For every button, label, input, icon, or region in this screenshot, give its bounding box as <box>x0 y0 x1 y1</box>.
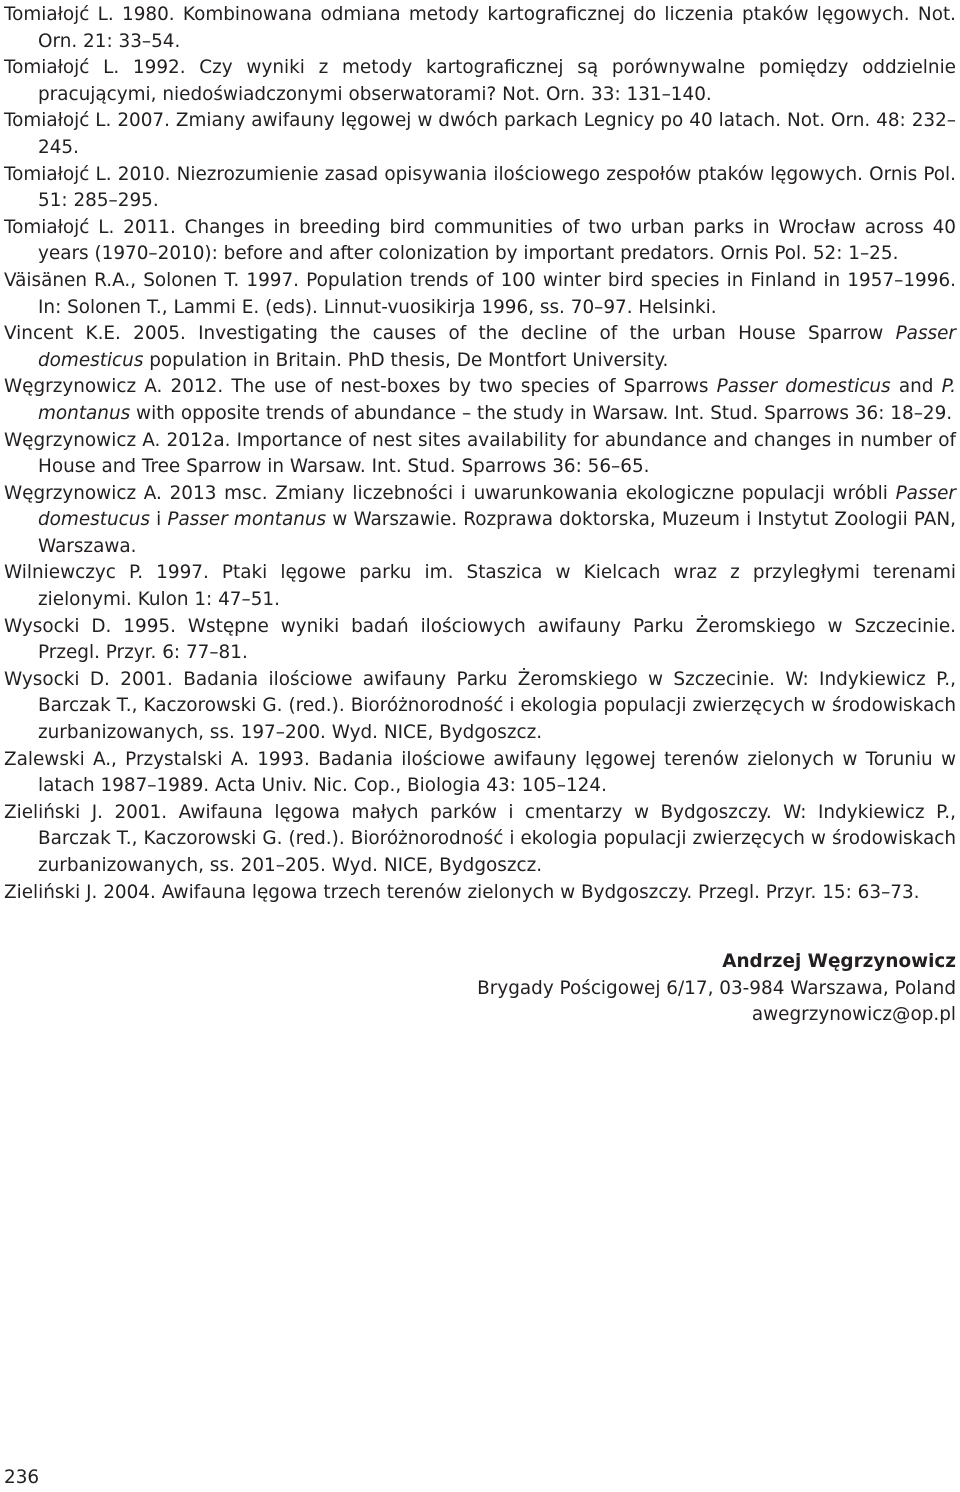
reference-entry <box>4 880 956 907</box>
reference-entry <box>4 268 956 321</box>
reference-text: Wilniewczyc P. 1997. Ptaki lęgowe parku im. Staszica w Kielcach wraz z przyległymi terenami zielonymi. Kulon 1: 47–51. <box>4 562 956 611</box>
reference-entry <box>4 481 956 561</box>
reference-entry <box>4 560 956 613</box>
reference-text: Wysocki D. 1995. Wstępne wyniki badań ilościowych awifauny Parku Żeromskiego w Szczecinie. Przegl. Przyr. 6: 77–81. <box>4 615 956 664</box>
reference-text: Zieliński J. 2004. Awifauna lęgowa trzech terenów zielonych w Bydgoszczy. Przegl. Przyr. 15: 63–73. <box>4 881 920 903</box>
reference-text: Wysocki D. 2001. Badania ilościowe awifauny Parku Żeromskiego w Szczecinie. W: Indykiewicz P., Barczak T., Kaczorowski G. (red.). Bioróżnorodność i ekologia populacji zwierzęcych w środowiskach zurbanizowanych, ss. 197–200. Wyd. NICE, Bydgoszcz. <box>4 668 956 744</box>
reference-list <box>4 2 956 906</box>
reference-entry <box>4 374 956 427</box>
author-block <box>477 949 956 1029</box>
reference-entry <box>4 215 956 268</box>
reference-text: Węgrzynowicz A. 2013 msc. Zmiany liczebności i uwarunkowania ekologiczne populacji wróbli <box>4 482 896 504</box>
reference-entry <box>4 614 956 667</box>
reference-entry <box>4 428 956 481</box>
reference-text: with opposite trends of abundance – the study in Warsaw. Int. Stud. Sparrows 36: 18–29. <box>130 402 953 424</box>
reference-entry <box>4 667 956 747</box>
reference-entry <box>4 2 956 55</box>
species-name: Passer domesticus <box>38 323 956 371</box>
reference-text: Väisänen R.A., Solonen T. 1997. Population trends of 100 winter bird species in Finland in 1957–1996. In: Solonen T., Lammi E. (eds). Linnut-vuosikirja 1996, ss. 70–97. Helsinki. <box>4 269 956 318</box>
reference-text: Tomiałojć L. 1992. Czy wyniki z metody kartograficznej są porównywalne pomiędzy oddzielnie pracującymi, niedoświadczonymi obserwatorami? Not. Orn. 33: 131–140. <box>4 57 956 105</box>
reference-entry <box>4 162 956 215</box>
species-name: P. montanus <box>38 376 956 424</box>
reference-entry <box>4 747 956 800</box>
reference-text: Zalewski A., Przystalski A. 1993. Badania ilościowe awifauny lęgowej terenów zielonych w Toruniu w latach 1987–1989. Acta Univ. Nic. Cop., Biologia 43: 105–124. <box>4 748 956 797</box>
reference-text: Tomiałojć L. 2010. Niezrozumienie zasad opisywania ilościowego zespołów ptaków lęgowych. Ornis Pol. 51: 285–295. <box>4 163 956 212</box>
reference-text: Węgrzynowicz A. 2012. The use of nest-boxes by two species of Sparrows <box>4 376 717 398</box>
reference-entry <box>4 800 956 880</box>
reference-entry <box>4 108 956 161</box>
page-number: 236 <box>4 1467 40 1488</box>
reference-text: population in Britain. PhD thesis, De Montfort University. <box>143 349 669 371</box>
reference-text: i <box>149 509 168 531</box>
reference-text: Vincent K.E. 2005. Investigating the causes of the decline of the urban House Sparrow <box>4 323 896 345</box>
author-email: awegrzynowicz@op.pl <box>751 1004 956 1026</box>
species-name: Passer domestucus <box>38 482 956 531</box>
reference-entry <box>4 55 956 108</box>
reference-text: and <box>890 376 942 398</box>
reference-text: Tomiałojć L. 2007. Zmiany awifauny lęgowej w dwóch parkach Legnicy po 40 latach. Not. Orn. 48: 232–245. <box>4 110 956 158</box>
author-name: Andrzej Węgrzynowicz <box>722 951 956 972</box>
reference-text: Zieliński J. 2001. Awifauna lęgowa małych parków i cmentarzy w Bydgoszczy. W: Indykiewicz P., Barczak T., Kaczorowski G. (red.). Bioróżnorodność i ekologia populacji zwierzęcych w środowiskach zurbanizowanych, ss. 201–205. Wyd. NICE, Bydgoszcz. <box>4 801 956 876</box>
species-name: Passer domesticus <box>716 376 891 398</box>
reference-text: Węgrzynowicz A. 2012a. Importance of nest sites availability for abundance and changes in number of House and Tree Sparrow in Warsaw. Int. Stud. Sparrows 36: 56–65. <box>4 429 956 478</box>
species-name: Passer montanus <box>167 509 327 531</box>
reference-entry <box>4 321 956 374</box>
reference-text: Tomiałojć L. 1980. Kombinowana odmiana metody kartograficznej do liczenia ptaków lęgowych. Not. Orn. 21: 33–54. <box>4 4 956 52</box>
author-address: Brygady Pościgowej 6/17, 03-984 Warszawa, Poland <box>477 977 956 999</box>
reference-text: w Warszawie. Rozprawa doktorska, Muzeum i Instytut Zoologii PAN, Warszawa. <box>38 509 956 557</box>
reference-text: Tomiałojć L. 2011. Changes in breeding bird communities of two urban parks in Wrocław across 40 years (1970–2010): before and after colonization by important predators. Ornis Pol. 52: 1–25. <box>4 216 956 265</box>
